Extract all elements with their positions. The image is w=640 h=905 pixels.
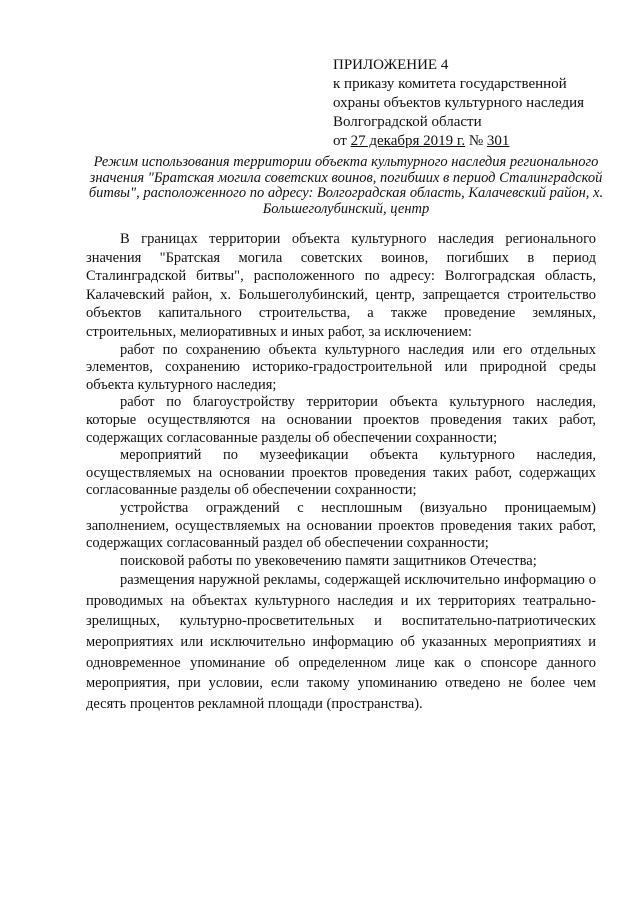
order-date: 27 декабря 2019 г. — [350, 133, 466, 149]
order-number: 301 — [486, 133, 510, 149]
committee-name-line: охраны объектов культурного наследия — [333, 95, 585, 111]
date-prefix: от — [333, 133, 351, 149]
paragraph-landscaping: работ по благоустройству территории объекта культурного наследия, которые осуществляются на основании проектов проведения таких работ, содержащих согласованные разделы об обеспечении сохранности; — [86, 394, 596, 446]
paragraph-museumification: мероприятий по музеефикации объекта культурного наследия, осуществляемых на основании проектов проведения таких работ, содержащих согласованные разделы об обеспечении сохранности; — [86, 447, 596, 499]
document-body — [86, 230, 596, 714]
paragraph-intro: В границах территории объекта культурного наследия регионального значения "Братская могила советских воинов, погибших в период Сталинградской битвы", расположенного по адресу: Волгоградская область, Калачевский район, х. Большеголубинский, центр, запрещается строительство объектов капитального строительства, а также проведение земляных, строительных, мелиоративных и иных работ, за исключением: — [86, 231, 596, 340]
order-reference-line: к приказу комитета государственной — [333, 76, 567, 92]
document-title: Режим использования территории объекта культурного наследия регионального значения "Братская могила советских воинов, погибших в период Сталинградской битвы", расположенного по адресу: Волгоградская область, Калачевский район, х. Большеголубинский, центр — [88, 154, 604, 217]
region-line: Волгоградской области — [333, 114, 482, 130]
paragraph-preservation: работ по сохранению объекта культурного наследия или его отдельных элементов, сохранению историко-градостроительной или природной среды объекта культурного наследия; — [86, 341, 596, 393]
paragraph-advertising: размещения наружной рекламы, содержащей исключительно информацию о проводимых на объектах культурного наследия и их территориях театрально-зрелищных, культурно-просветительных и воспитательно-патриотических мероприятиях или исключительно информацию об указанных мероприятиях и одновременное упоминание об определенном лице как о спонсоре данного мероприятия, при условии, если такому упоминанию отведено не более чем десять процентов рекламной площади (пространства). — [86, 572, 596, 712]
paragraph-fencing: устройства ограждений с несплошным (визуально проницаемым) заполнением, осуществляемых на основании проектов проведения таких работ, содержащих согласованный раздел об обеспечении сохранности; — [86, 499, 596, 552]
paragraph-search-work: поисковой работы по увековечению памяти защитников Отечества; — [120, 552, 537, 569]
appendix-label: ПРИЛОЖЕНИЕ 4 — [333, 57, 449, 73]
number-prefix: № — [465, 133, 487, 149]
appendix-header — [333, 56, 623, 151]
order-date-line — [333, 132, 623, 151]
